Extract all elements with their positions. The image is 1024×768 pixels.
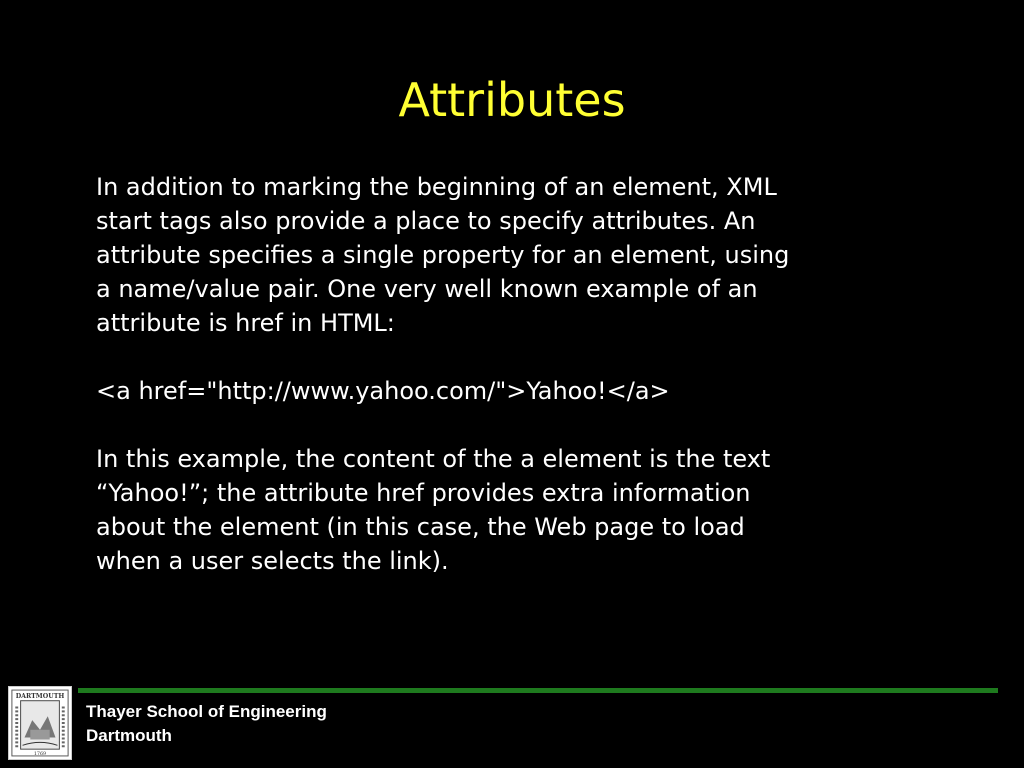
- dartmouth-seal-icon: [8, 686, 72, 760]
- footer-institution: Dartmouth: [86, 726, 172, 745]
- footer-caption: [86, 700, 327, 748]
- slide-body: [96, 170, 936, 578]
- spacer: [96, 340, 936, 374]
- footer-school-name: Thayer School of Engineering: [86, 702, 327, 721]
- svg-text:DARTMOUTH: DARTMOUTH: [15, 692, 65, 700]
- code-example: <a href="http://www.yahoo.com/">Yahoo!</a>: [96, 377, 670, 405]
- svg-text:1769: 1769: [33, 751, 47, 757]
- paragraph-intro: In addition to marking the beginning of an element, XML start tags also provide a place to specify attributes. An attribute specifies a single property for an element, using a name/value pair. One very well known example of an attribute is href in HTML:: [96, 173, 790, 337]
- footer-divider: [78, 688, 998, 693]
- spacer: [96, 408, 936, 442]
- paragraph-explanation: In this example, the content of the a element is the text “Yahoo!”; the attribute href provides extra information about the element (in this case, the Web page to load when a user selects the link).: [96, 445, 771, 575]
- slide-title: Attributes: [398, 73, 626, 127]
